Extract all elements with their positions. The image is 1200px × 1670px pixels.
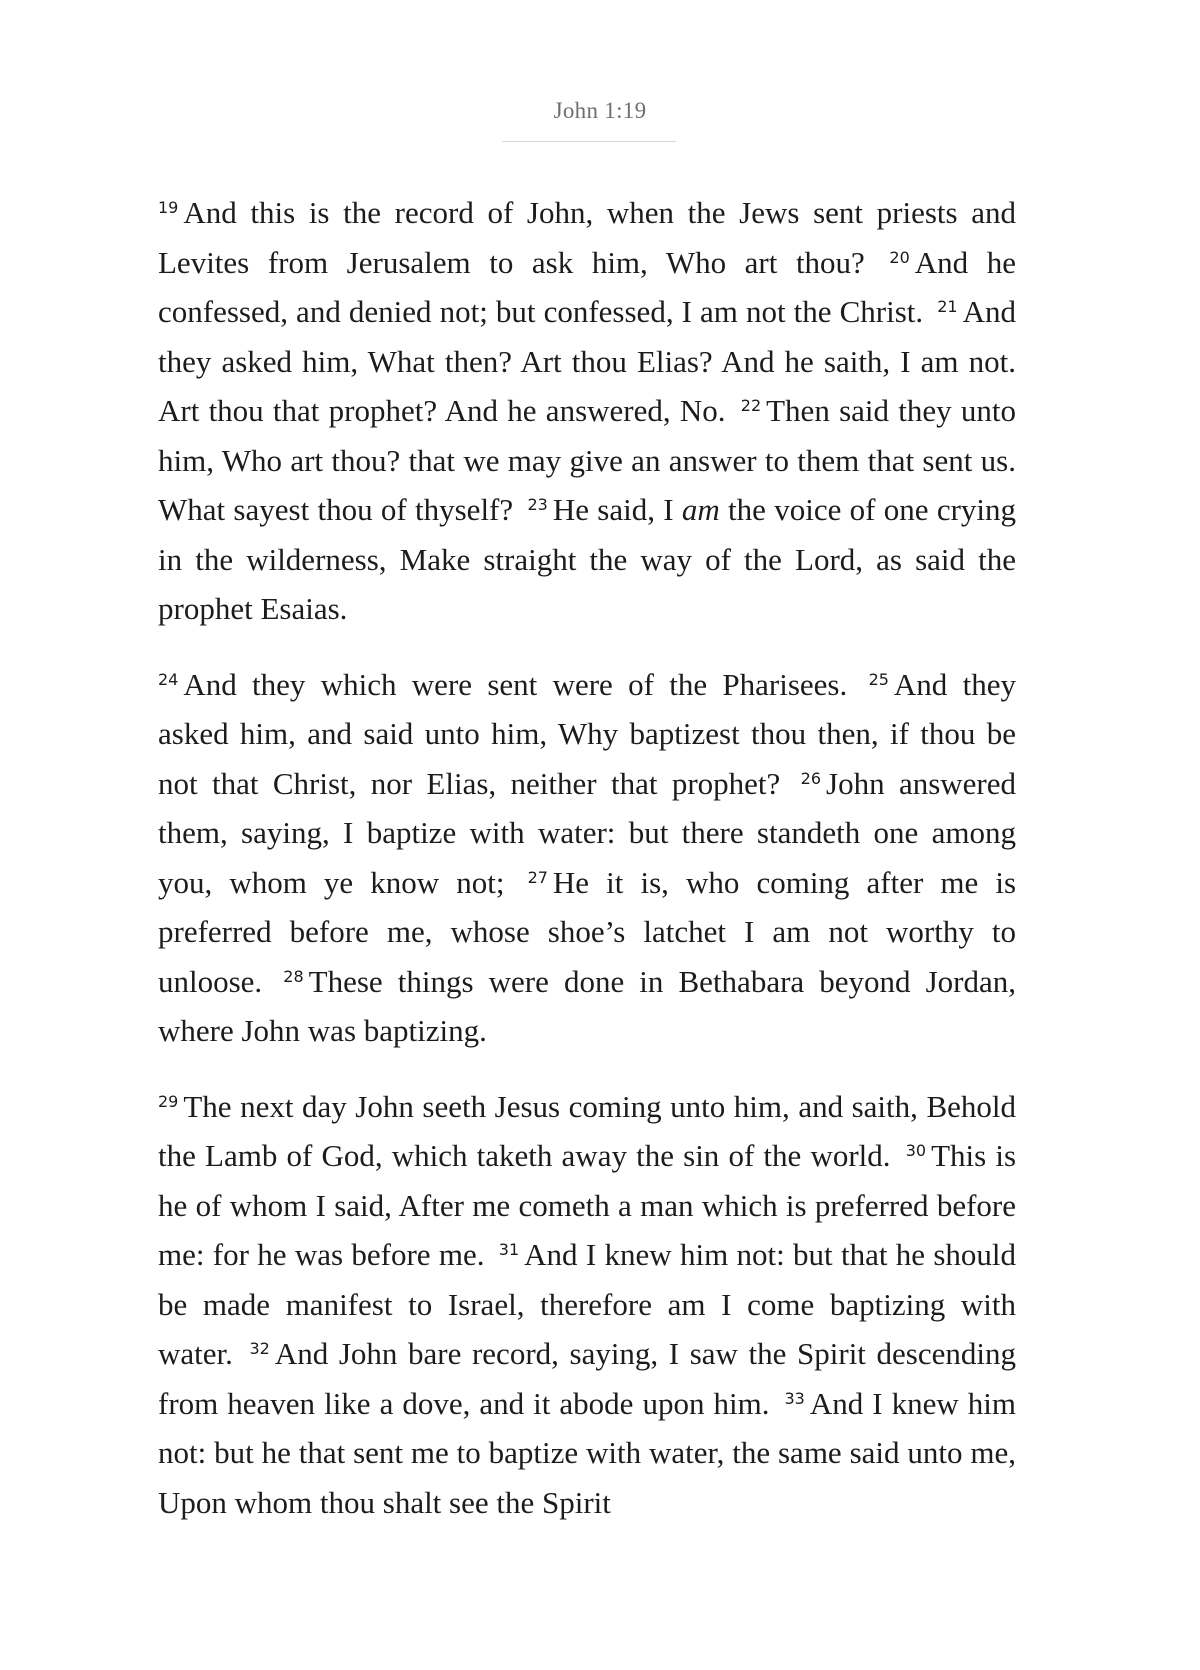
verse-number[interactable]: 29 xyxy=(158,1091,179,1111)
verse xyxy=(158,964,1016,1049)
verse-text: Then said they unto him, Who art thou? that we may give an answer to them that sent us. What sayest thou of thyself? xyxy=(158,393,1016,527)
verse-text: And they asked him, and said unto him, Why baptizest thou then, if thou be not that Christ, nor Elias, neither that prophet? xyxy=(158,666,1016,801)
paragraph xyxy=(158,1082,1016,1528)
verse-text: John answered them, saying, I baptize with water: but there standeth one among you, whom ye know not; xyxy=(158,765,1016,900)
verse-number[interactable]: 19 xyxy=(158,198,179,217)
verse-text: And this is the record of John, when the Jews sent priests and Levites from Jerusalem to ask him, Who art thou? xyxy=(158,195,1016,280)
verse-text: These things were done in Bethabara beyond Jordan, where John was baptizing. xyxy=(158,963,1016,1048)
running-head: John 1:19 xyxy=(553,98,647,123)
italic-word: am xyxy=(681,492,720,527)
verse-number[interactable]: 21 xyxy=(937,297,958,316)
verse-text: He it is, who coming after me is preferred before me, whose shoe’s latchet I am not worthy to unloose. xyxy=(158,864,1017,999)
verse-number[interactable]: 32 xyxy=(249,1339,270,1358)
paragraph xyxy=(158,660,1016,1056)
verse-number[interactable]: 27 xyxy=(527,867,548,887)
verse-number[interactable]: 24 xyxy=(158,669,179,689)
verse-number[interactable]: 20 xyxy=(889,247,910,267)
verse-text: He said, I xyxy=(552,492,682,527)
verse-text: And they which were sent were of the Pharisees. xyxy=(183,666,848,702)
verse-number[interactable]: 26 xyxy=(800,768,822,788)
verse xyxy=(158,1089,1016,1174)
verse xyxy=(158,667,847,702)
paragraph xyxy=(158,188,1016,634)
verse-number[interactable]: 25 xyxy=(868,669,889,689)
verse-text: The next day John seeth Jesus coming unto him, and saith, Behold the Lamb of God, which taketh away the sin of the world. xyxy=(158,1088,1016,1173)
verse-text: the voice of one crying in the wilderness, Make straight the way of the Lord, as said the prophet Esaias. xyxy=(158,492,1017,626)
verse-number[interactable]: 31 xyxy=(498,1240,520,1259)
scripture-text xyxy=(158,188,1016,1553)
verse-text: This is he of whom I said, After me cometh a man which is preferred before me: for he was before me. xyxy=(158,1138,1017,1272)
verse-text: And John bare record, saying, I saw the Spirit descending from heaven like a dove, and it abode upon him. xyxy=(158,1336,1016,1421)
header-divider xyxy=(502,141,676,142)
verse-number[interactable]: 30 xyxy=(905,1141,927,1160)
verse-number[interactable]: 23 xyxy=(527,495,548,514)
verse-number[interactable]: 28 xyxy=(283,966,304,986)
verse-text: And he confessed, and denied not; but confessed, I am not the Christ. xyxy=(158,244,1016,329)
verse-number[interactable]: 22 xyxy=(740,396,762,415)
verse-text: And I knew him not: but that he should be made manifest to Israel, therefore am I come baptizing with water. xyxy=(158,1237,1017,1371)
verse-text: And I knew him not: but he that sent me to baptize with water, the same said unto me, Upon whom thou shalt see the Spirit xyxy=(158,1385,1017,1520)
verse-number[interactable]: 33 xyxy=(784,1388,805,1408)
verse-text: And they asked him, What then? Art thou Elias? And he saith, I am not. Art thou that prophet? And he answered, No. xyxy=(158,294,1016,428)
